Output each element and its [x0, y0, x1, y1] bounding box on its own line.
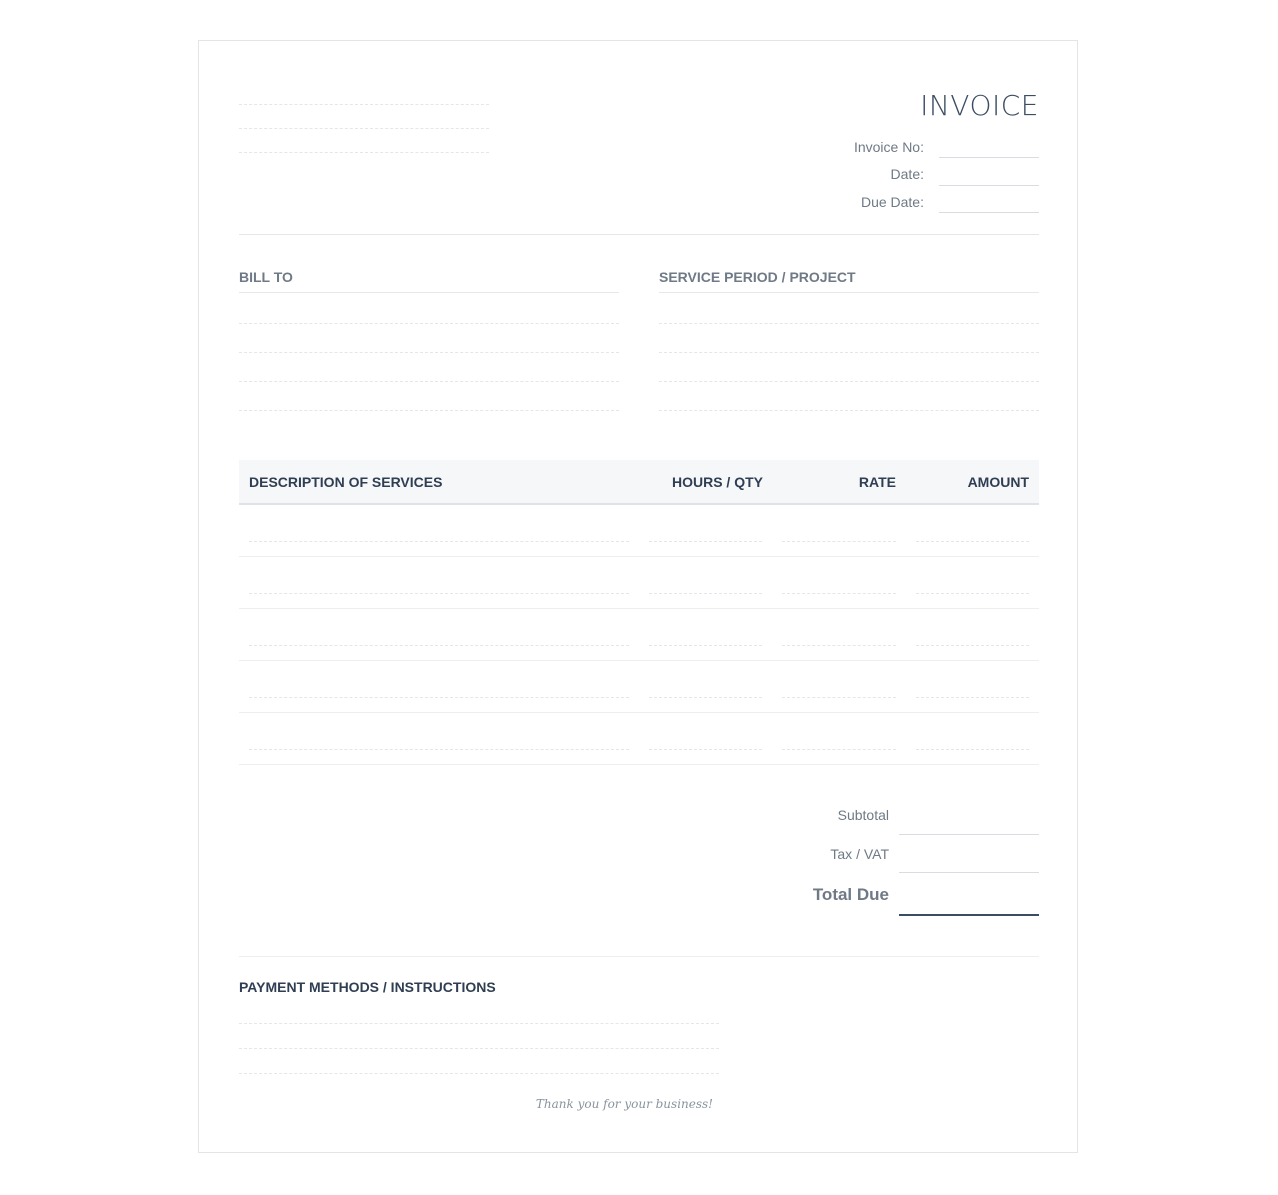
- bill-to-heading: BILL TO: [239, 269, 293, 285]
- due-date-field[interactable]: [939, 212, 1039, 213]
- service-period-underline: [659, 292, 1039, 293]
- company-line-1[interactable]: [239, 104, 489, 105]
- invoice-title: INVOICE: [920, 89, 1039, 122]
- col-amount: AMOUNT: [967, 474, 1029, 490]
- description-cell[interactable]: [249, 645, 629, 646]
- thank-you-note: Thank you for your business!: [535, 1097, 713, 1111]
- date-field[interactable]: [939, 185, 1039, 186]
- payment-heading: PAYMENT METHODS / INSTRUCTIONS: [239, 979, 496, 995]
- rate-cell[interactable]: [782, 541, 896, 542]
- due-date-label: Due Date:: [860, 194, 924, 210]
- rate-cell[interactable]: [782, 749, 896, 750]
- rate-cell[interactable]: [782, 593, 896, 594]
- description-cell[interactable]: [249, 541, 629, 542]
- footer-divider: [239, 956, 1039, 957]
- col-hours-qty: HOURS / QTY: [671, 474, 763, 490]
- amount-cell[interactable]: [916, 541, 1029, 542]
- service-period-line-3[interactable]: [659, 381, 1039, 382]
- amount-cell[interactable]: [916, 645, 1029, 646]
- amount-cell[interactable]: [916, 697, 1029, 698]
- description-cell[interactable]: [249, 593, 629, 594]
- service-period-line-4[interactable]: [659, 410, 1039, 411]
- table-row: [239, 557, 1039, 609]
- company-line-2[interactable]: [239, 128, 489, 129]
- invoice-page: [198, 40, 1078, 1153]
- header-divider: [239, 234, 1039, 235]
- table-row: [239, 661, 1039, 713]
- col-description: DESCRIPTION OF SERVICES: [249, 474, 443, 490]
- invoice-content: [239, 41, 1039, 1152]
- subtotal-label: Subtotal: [837, 807, 889, 823]
- bill-to-line-1[interactable]: [239, 323, 619, 324]
- service-period-heading: SERVICE PERIOD / PROJECT: [659, 269, 856, 285]
- service-period-line-2[interactable]: [659, 352, 1039, 353]
- table-row: [239, 505, 1039, 557]
- description-cell[interactable]: [249, 697, 629, 698]
- table-row: [239, 713, 1039, 765]
- amount-cell[interactable]: [916, 593, 1029, 594]
- service-period-line-1[interactable]: [659, 323, 1039, 324]
- invoice-no-field[interactable]: [939, 157, 1039, 158]
- total-due-field[interactable]: [899, 914, 1039, 916]
- hours-cell[interactable]: [649, 593, 762, 594]
- tax-field[interactable]: [899, 872, 1039, 873]
- col-rate: RATE: [858, 474, 896, 490]
- bill-to-line-3[interactable]: [239, 381, 619, 382]
- bill-to-underline: [239, 292, 619, 293]
- company-line-3[interactable]: [239, 152, 489, 153]
- amount-cell[interactable]: [916, 749, 1029, 750]
- subtotal-field[interactable]: [899, 834, 1039, 835]
- hours-cell[interactable]: [649, 541, 762, 542]
- table-row: [239, 609, 1039, 661]
- tax-label: Tax / VAT: [830, 846, 889, 862]
- payment-line-1[interactable]: [239, 1023, 719, 1024]
- hours-cell[interactable]: [649, 645, 762, 646]
- rate-cell[interactable]: [782, 697, 896, 698]
- services-table-header: [239, 460, 1039, 505]
- total-due-label: Total Due: [812, 885, 889, 904]
- payment-line-2[interactable]: [239, 1048, 719, 1049]
- payment-line-3[interactable]: [239, 1073, 719, 1074]
- description-cell[interactable]: [249, 749, 629, 750]
- hours-cell[interactable]: [649, 697, 762, 698]
- rate-cell[interactable]: [782, 645, 896, 646]
- invoice-no-label: Invoice No:: [853, 139, 924, 155]
- hours-cell[interactable]: [649, 749, 762, 750]
- date-label: Date:: [890, 166, 924, 182]
- bill-to-line-2[interactable]: [239, 352, 619, 353]
- bill-to-line-4[interactable]: [239, 410, 619, 411]
